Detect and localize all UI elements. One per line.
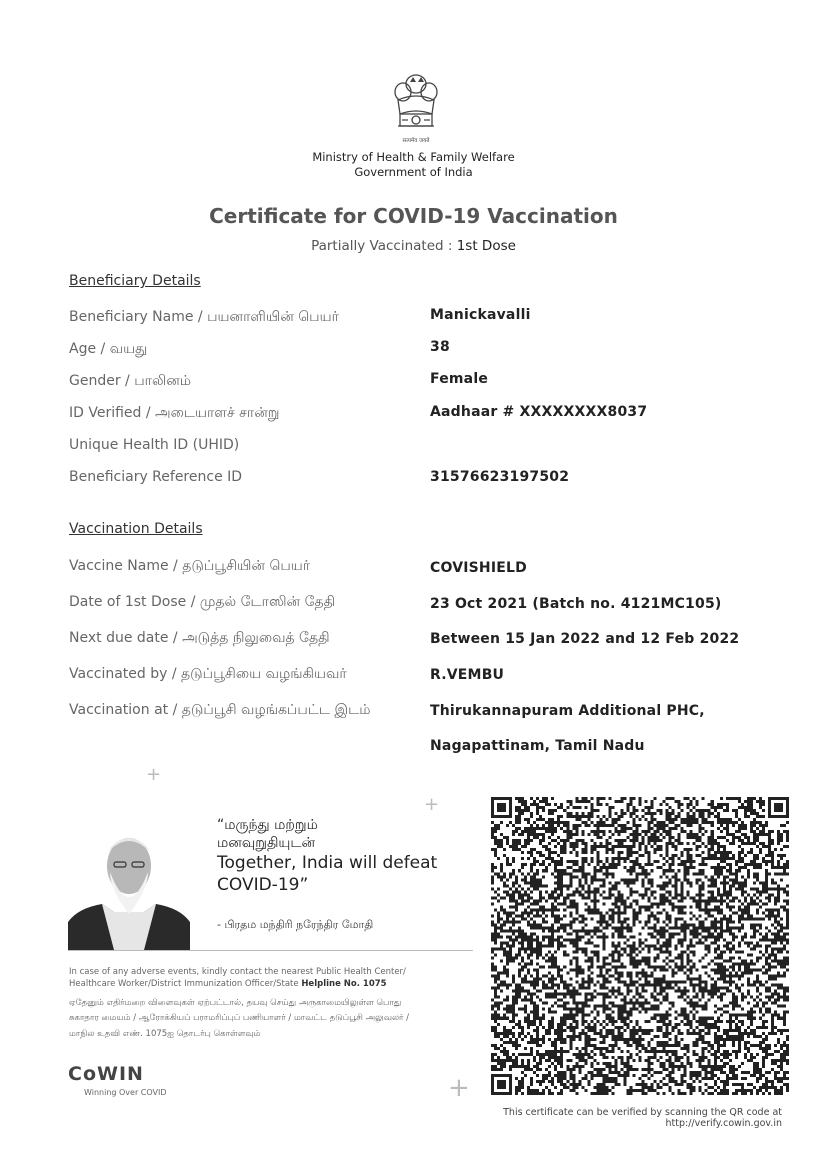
status-dose: 1st Dose	[456, 238, 516, 254]
helpline-line2	[69, 978, 387, 990]
helpline-text: Healthcare Worker/District Immunization Officer/State	[69, 979, 299, 989]
plus-decoration-icon: +	[146, 764, 162, 785]
reference-id-value: 31576623197502	[430, 469, 570, 485]
qr-finder-pattern	[491, 797, 512, 818]
government-name: Government of India	[354, 165, 473, 179]
first-dose-date-value: 23 Oct 2021 (Batch no. 4121MC105)	[430, 596, 722, 612]
qr-modules	[491, 797, 789, 1095]
status-prefix: Partially Vaccinated :	[311, 238, 453, 254]
quote-attribution: - பிரதம மந்திரி நரேந்திர மோதி	[217, 918, 374, 931]
certificate-title: Certificate for COVID-19 Vaccination	[209, 204, 618, 228]
qr-finder-pattern	[768, 797, 789, 818]
vaccinated-by-label: Vaccinated by / தடுப்பூசியை வழங்கியவர்	[69, 666, 347, 682]
id-verified-label: ID Verified / அடையாளச் சான்று	[69, 405, 280, 421]
vaccination-at-label: Vaccination at / தடுப்பூசி வழங்கப்பட்ட இடம்	[69, 702, 371, 718]
vaccination-details-heading: Vaccination Details	[69, 521, 203, 537]
cowin-tagline: Winning Over COVID	[84, 1088, 167, 1097]
verification-note	[500, 1107, 782, 1129]
helpline-line1: In case of any adverse events, kindly contact the nearest Public Health Center/	[69, 967, 406, 977]
verification-qr-code[interactable]	[491, 797, 789, 1095]
ministry-heading	[0, 150, 827, 180]
vaccinated-by-value: R.VEMBU	[430, 667, 505, 683]
qr-finder-pattern	[491, 1074, 512, 1095]
quote-tamil-line1: “மருந்து மற்றும்	[217, 817, 318, 833]
quote-english-line1: Together, India will defeat	[217, 853, 438, 873]
gender-value: Female	[430, 371, 489, 387]
helpline-number: Helpline No. 1075	[301, 979, 387, 989]
tamil-helpline-line3: மாநில உதவி எண். 1075ஐ தொடர்பு கொள்ளவும்	[69, 1029, 261, 1039]
verification-url[interactable]: http://verify.cowin.gov.in	[665, 1118, 782, 1129]
gender-label: Gender / பாலினம்	[69, 373, 192, 389]
cowin-logo: CoWIN	[68, 1063, 144, 1085]
beneficiary-details-heading: Beneficiary Details	[69, 273, 201, 289]
plus-decoration-icon: +	[448, 1073, 470, 1103]
pm-quote	[217, 816, 437, 896]
beneficiary-name-value: Manickavalli	[430, 307, 531, 323]
verification-text: This certificate can be verified by scanning the QR code at	[503, 1107, 782, 1118]
banner-divider	[68, 950, 473, 951]
tamil-helpline-line1: ஏதேனும் எதிர்மறை விளைவுகள் ஏற்பட்டால், தயவு செய்து அருகாமையிலுள்ள பொது	[69, 998, 402, 1008]
id-verified-value: Aadhaar # XXXXXXXX8037	[430, 404, 648, 420]
vaccine-name-value: COVISHIELD	[430, 560, 527, 576]
quote-tamil-line2: மனவுறுதியுடன்	[217, 835, 316, 851]
ministry-name: Ministry of Health & Family Welfare	[312, 150, 515, 164]
next-due-date-value: Between 15 Jan 2022 and 12 Feb 2022	[430, 631, 740, 647]
age-label: Age / வயது	[69, 341, 148, 357]
svg-text:सत्यमेव जयते: सत्यमेव जयते	[402, 138, 430, 144]
plus-decoration-icon: +	[424, 794, 440, 815]
beneficiary-name-label: Beneficiary Name / பயனாளியின் பெயர்	[69, 309, 339, 325]
vaccination-at-value: Thirukannapuram Additional PHC,	[430, 703, 705, 719]
vaccine-name-label: Vaccine Name / தடுப்பூசியின் பெயர்	[69, 558, 311, 574]
vaccination-location-line2: Nagapattinam, Tamil Nadu	[430, 738, 645, 754]
age-value: 38	[430, 339, 450, 355]
uhid-label: Unique Health ID (UHID)	[69, 437, 240, 453]
first-dose-date-label: Date of 1st Dose / முதல் டோஸின் தேதி	[69, 594, 336, 610]
vaccination-status	[0, 238, 827, 254]
quote-english-line2: COVID-19”	[217, 875, 309, 895]
national-emblem-icon	[388, 70, 444, 148]
prime-minister-portrait	[68, 826, 190, 950]
next-due-date-label: Next due date / அடுத்த நிலுவைத் தேதி	[69, 630, 330, 646]
tamil-helpline-line2: சுகாதார மையம் / ஆரோக்கியப் பராமரிப்புப் பணியாளர் / மாவட்ட தடுப்பூசி அலுவலர் /	[69, 1013, 410, 1023]
reference-id-label: Beneficiary Reference ID	[69, 469, 243, 485]
